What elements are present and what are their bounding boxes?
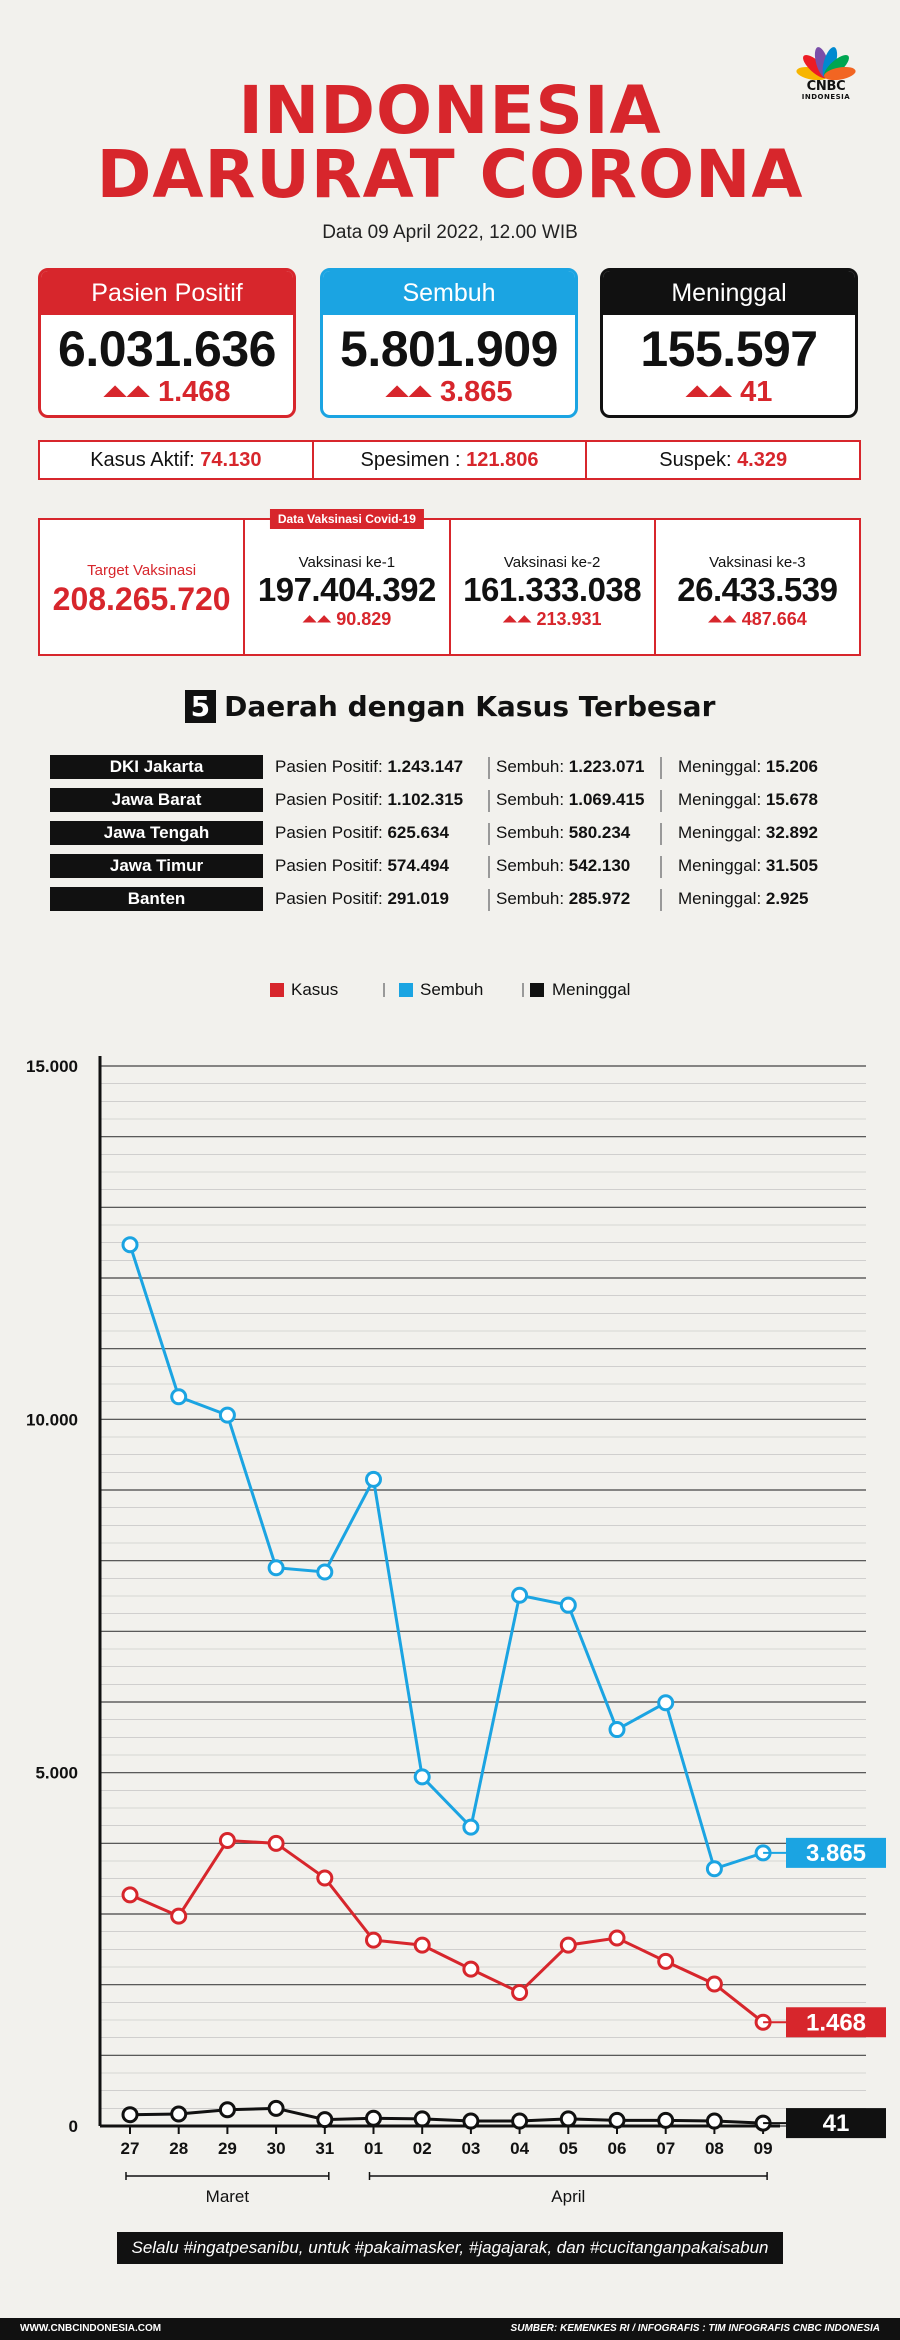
region-row <box>50 885 870 913</box>
data-point-meninggal <box>318 2113 332 2127</box>
double-up-arrow-icon: ⏶⏶ <box>385 376 432 408</box>
stat-suspek-value: 4.329 <box>737 449 788 471</box>
vaccination-dose-1 <box>243 512 448 654</box>
card-meninggal <box>600 268 858 418</box>
dose-delta-value: 487.664 <box>741 609 807 629</box>
x-tick-label: 29 <box>217 2139 237 2158</box>
data-point-meninggal <box>561 2112 575 2126</box>
end-label-kasus: 1.468 <box>805 2009 867 2037</box>
data-point-sembuh <box>561 1598 575 1612</box>
card-positif-value: 6.031.636 <box>58 321 276 377</box>
data-point-meninggal <box>707 2114 721 2128</box>
dose-label: Vaksinasi ke-1 <box>298 554 396 571</box>
data-point-meninggal <box>123 2108 137 2122</box>
legend-kasus: Kasus <box>291 980 339 999</box>
series-line-sembuh <box>130 1245 763 1869</box>
region-sembuh-label: Sembuh: <box>496 889 565 908</box>
region-name: Banten <box>50 887 263 911</box>
end-label-sembuh: 3.865 <box>805 1839 867 1867</box>
region-sembuh <box>496 753 644 781</box>
logo-text: CNBC <box>806 79 846 94</box>
region-name: DKI Jakarta <box>50 755 263 779</box>
month-label: April <box>551 2187 586 2206</box>
cases-line-chart <box>0 1030 900 2210</box>
hashtag-banner <box>0 2232 900 2264</box>
x-tick-label: 06 <box>607 2139 627 2158</box>
data-timestamp: Data 09 April 2022, 12.00 WIB <box>322 222 578 243</box>
region-positif-value: 291.019 <box>387 889 449 908</box>
dose-delta-value: 90.829 <box>336 609 392 629</box>
stats-strip <box>38 440 861 480</box>
legend-divider <box>383 983 385 997</box>
column-divider <box>660 823 662 845</box>
logo-subtext: INDONESIA <box>801 93 851 101</box>
region-sembuh-label: Sembuh: <box>496 790 565 809</box>
region-positif <box>275 786 463 814</box>
region-sembuh-label: Sembuh: <box>496 856 565 875</box>
region-meninggal-label: Meninggal: <box>678 889 762 908</box>
page-title-line1: INDONESIA <box>238 72 662 149</box>
x-tick-label: 28 <box>169 2139 189 2158</box>
chart-legend <box>0 978 900 1002</box>
card-meninggal-value: 155.597 <box>640 321 818 377</box>
x-tick-label: 31 <box>315 2139 335 2158</box>
data-point-sembuh <box>415 1770 429 1784</box>
double-up-arrow-icon: ⏶⏶ <box>685 376 733 408</box>
dose-delta <box>656 609 859 630</box>
regions-title <box>0 690 900 723</box>
card-positif-label: Pasien Positif <box>41 271 293 315</box>
card-sembuh-delta-value: 3.865 <box>439 376 513 408</box>
legend-swatch-meninggal <box>530 983 544 997</box>
region-row <box>50 753 870 781</box>
region-sembuh-value: 542.130 <box>568 856 631 875</box>
data-point-sembuh <box>220 1408 234 1422</box>
region-positif-label: Pasien Positif: <box>275 823 383 842</box>
x-tick-label: 04 <box>510 2139 530 2158</box>
card-positif-delta-value: 1.468 <box>157 376 231 408</box>
card-sembuh-value: 5.801.909 <box>340 321 558 377</box>
dose-value: 197.404.392 <box>257 571 436 608</box>
legend-sembuh: Sembuh <box>420 980 484 999</box>
region-meninggal <box>678 885 808 913</box>
region-positif-value: 1.102.315 <box>387 790 464 809</box>
page-title-line2: DARURAT CORONA <box>96 136 804 213</box>
region-sembuh <box>496 852 630 880</box>
region-row <box>50 786 870 814</box>
region-meninggal-label: Meninggal: <box>678 790 762 809</box>
region-meninggal-value: 15.206 <box>765 757 818 776</box>
vaccination-dose-2 <box>449 520 654 654</box>
data-point-meninggal <box>513 2114 527 2128</box>
card-meninggal-label: Meninggal <box>603 271 855 315</box>
card-sembuh <box>320 268 578 418</box>
region-meninggal <box>678 753 818 781</box>
data-point-kasus <box>707 1977 721 1991</box>
data-point-sembuh <box>318 1565 332 1579</box>
region-positif-label: Pasien Positif: <box>275 757 383 776</box>
dose-delta <box>245 609 448 630</box>
legend-swatch-sembuh <box>399 983 413 997</box>
data-point-sembuh <box>123 1238 137 1252</box>
region-meninggal <box>678 819 818 847</box>
region-positif <box>275 753 463 781</box>
stat-suspek-label: Suspek: <box>659 449 732 471</box>
card-sembuh-label: Sembuh <box>323 271 575 315</box>
data-point-sembuh <box>464 1820 478 1834</box>
data-point-meninggal <box>269 2101 283 2115</box>
column-divider <box>660 856 662 878</box>
card-meninggal-delta <box>603 375 855 409</box>
card-sembuh-delta <box>323 375 575 409</box>
region-positif-value: 1.243.147 <box>387 757 464 776</box>
region-meninggal-value: 15.678 <box>765 790 818 809</box>
x-tick-label: 30 <box>266 2139 286 2158</box>
column-divider <box>488 856 490 878</box>
regions-title-text: Daerah dengan Kasus Terbesar <box>224 690 716 723</box>
dose-delta <box>451 609 654 630</box>
stat-suspek <box>585 442 859 478</box>
footer-bar <box>0 2318 900 2340</box>
data-point-meninggal <box>610 2113 624 2127</box>
x-tick-label: 05 <box>558 2139 578 2158</box>
double-up-arrow-icon: ⏶⏶ <box>502 609 532 629</box>
region-name: Jawa Timur <box>50 854 263 878</box>
double-up-arrow-icon: ⏶⏶ <box>103 376 150 408</box>
region-positif-label: Pasien Positif: <box>275 790 383 809</box>
region-sembuh-label: Sembuh: <box>496 757 565 776</box>
dose-value: 161.333.038 <box>463 571 642 608</box>
y-tick-label: 10.000 <box>26 1410 78 1430</box>
data-point-meninggal <box>220 2103 234 2117</box>
region-positif-label: Pasien Positif: <box>275 889 383 908</box>
data-point-sembuh <box>707 1862 721 1876</box>
stat-spesimen-value: 121.806 <box>466 449 539 471</box>
x-tick-label: 27 <box>120 2139 140 2158</box>
region-sembuh <box>496 819 630 847</box>
vaccination-dose-3 <box>654 520 859 654</box>
data-point-kasus <box>659 1954 673 1968</box>
region-sembuh-value: 580.234 <box>568 823 631 842</box>
data-point-kasus <box>561 1938 575 1952</box>
region-meninggal-label: Meninggal: <box>678 823 762 842</box>
dose-value: 26.433.539 <box>677 571 838 608</box>
stat-spesimen <box>312 442 586 478</box>
region-positif <box>275 885 449 913</box>
region-sembuh-value: 1.069.415 <box>568 790 645 809</box>
y-tick-label: 0 <box>68 2117 78 2136</box>
column-divider <box>488 823 490 845</box>
vaccination-target <box>40 520 243 654</box>
y-tick-label: 15.000 <box>26 1057 78 1076</box>
vaccination-box <box>38 512 861 656</box>
region-row <box>50 852 870 880</box>
x-tick-label: 01 <box>364 2139 383 2158</box>
data-point-sembuh <box>269 1561 283 1575</box>
region-positif <box>275 852 449 880</box>
data-point-kasus <box>123 1888 137 1902</box>
legend-swatch-kasus <box>270 983 284 997</box>
dose-delta-value: 213.931 <box>536 609 602 629</box>
footer-source: SUMBER: KEMENKES RI / INFOGRAFIS : TIM INFOGRAFIS CNBC INDONESIA <box>510 2323 880 2334</box>
region-positif-value: 625.634 <box>387 823 449 842</box>
region-meninggal-value: 32.892 <box>765 823 818 842</box>
vaccination-target-value: 208.265.720 <box>52 581 231 617</box>
data-point-sembuh <box>659 1696 673 1710</box>
data-point-kasus <box>367 1933 381 1947</box>
region-meninggal-label: Meninggal: <box>678 757 762 776</box>
column-divider <box>488 889 490 911</box>
double-up-arrow-icon: ⏶⏶ <box>302 609 332 629</box>
card-meninggal-delta-value: 41 <box>740 376 773 408</box>
month-label: Maret <box>205 2187 250 2206</box>
region-sembuh-value: 1.223.071 <box>568 757 645 776</box>
region-sembuh-label: Sembuh: <box>496 823 565 842</box>
region-sembuh-value: 285.972 <box>568 889 631 908</box>
region-positif-label: Pasien Positif: <box>275 856 383 875</box>
data-point-sembuh <box>610 1723 624 1737</box>
region-meninggal-value: 2.925 <box>765 889 809 908</box>
stat-kasus-aktif-value: 74.130 <box>200 449 262 471</box>
y-tick-label: 5.000 <box>35 1763 78 1783</box>
legend-meninggal: Meninggal <box>552 980 631 999</box>
data-point-sembuh <box>367 1472 381 1486</box>
column-divider <box>488 757 490 779</box>
region-meninggal-value: 31.505 <box>765 856 818 875</box>
column-divider <box>660 790 662 812</box>
dose-label: Vaksinasi ke-2 <box>503 554 601 571</box>
column-divider <box>660 889 662 911</box>
vaccination-tag: Data Vaksinasi Covid-19 <box>270 509 424 529</box>
data-point-kasus <box>513 1985 527 1999</box>
data-point-kasus <box>610 1931 624 1945</box>
data-point-sembuh <box>513 1588 527 1602</box>
stat-spesimen-label: Spesimen : <box>360 449 461 471</box>
data-point-kasus <box>318 1871 332 1885</box>
data-point-meninggal <box>367 2111 381 2125</box>
card-positif <box>38 268 296 418</box>
region-positif-value: 574.494 <box>387 856 449 875</box>
data-point-meninggal <box>464 2114 478 2128</box>
region-meninggal <box>678 786 818 814</box>
legend-divider <box>522 983 524 997</box>
region-sembuh <box>496 786 644 814</box>
card-positif-delta <box>41 375 293 409</box>
hashtag-text: Selalu #ingatpesanibu, untuk #pakaimasker, #jagajarak, dan #cucitanganpakaisabun <box>117 2232 782 2264</box>
x-tick-label: 07 <box>656 2139 676 2158</box>
region-name: Jawa Barat <box>50 788 263 812</box>
region-meninggal-label: Meninggal: <box>678 856 762 875</box>
data-point-kasus <box>464 1962 478 1976</box>
regions-number: 5 <box>185 690 216 723</box>
x-tick-label: 08 <box>704 2139 724 2158</box>
column-divider <box>488 790 490 812</box>
data-point-kasus <box>415 1938 429 1952</box>
peacock-icon <box>786 40 866 80</box>
data-point-kasus <box>172 1909 186 1923</box>
region-sembuh <box>496 885 630 913</box>
footer-website: WWW.CNBCINDONESIA.COM <box>20 2323 162 2334</box>
data-point-kasus <box>269 1836 283 1850</box>
data-point-kasus <box>220 1834 234 1848</box>
double-up-arrow-icon: ⏶⏶ <box>707 609 737 629</box>
end-label-meninggal: 41 <box>822 2110 850 2138</box>
x-tick-label: 09 <box>753 2139 773 2158</box>
stat-kasus-aktif <box>40 442 312 478</box>
data-point-meninggal <box>172 2107 186 2121</box>
data-point-meninggal <box>659 2113 673 2127</box>
region-row <box>50 819 870 847</box>
column-divider <box>660 757 662 779</box>
region-positif <box>275 819 449 847</box>
region-meninggal <box>678 852 818 880</box>
x-tick-label: 03 <box>461 2139 481 2158</box>
data-point-meninggal <box>415 2112 429 2126</box>
vaccination-target-label: Target Vaksinasi <box>87 562 197 579</box>
stat-kasus-aktif-label: Kasus Aktif: <box>90 449 195 471</box>
x-tick-label: 02 <box>412 2139 432 2158</box>
dose-label: Vaksinasi ke-3 <box>709 554 806 571</box>
data-point-sembuh <box>172 1390 186 1404</box>
region-name: Jawa Tengah <box>50 821 263 845</box>
